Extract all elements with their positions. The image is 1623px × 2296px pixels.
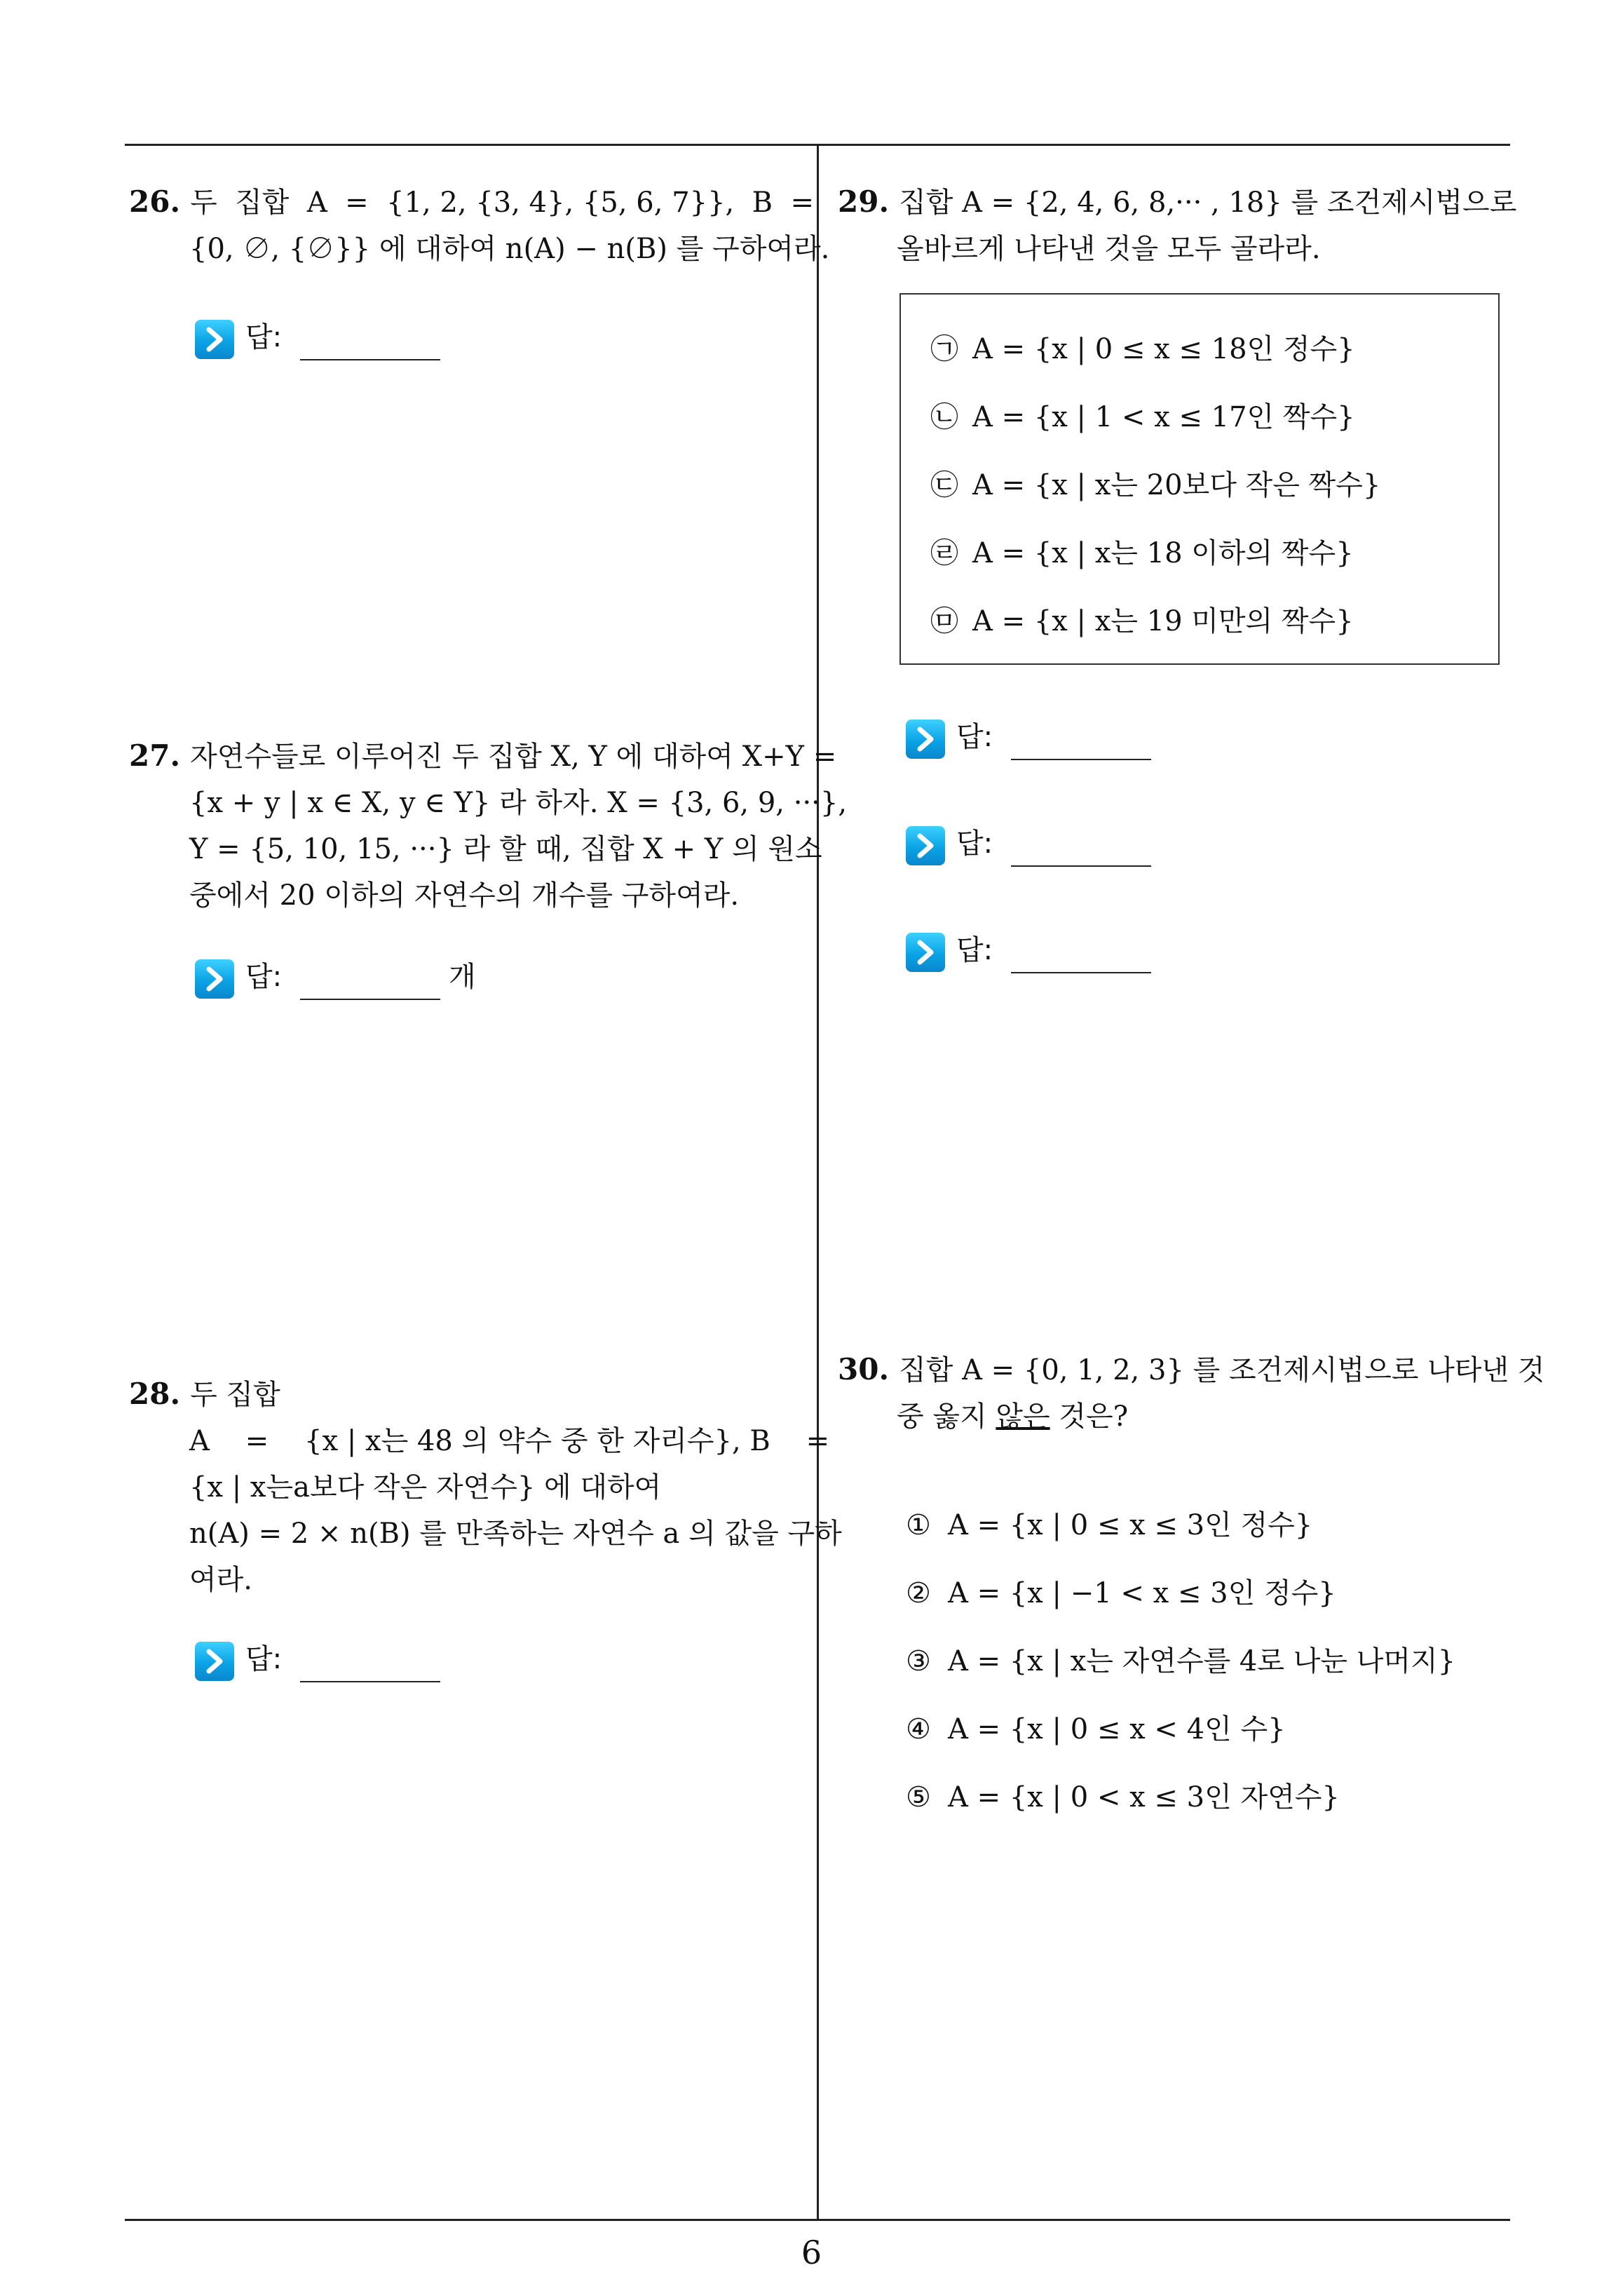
question-27	[129, 733, 847, 919]
option-marker: ㉣	[930, 537, 958, 569]
choice-marker: ①	[906, 1509, 931, 1541]
option-marker: ㉠	[930, 333, 958, 365]
page-number: 6	[801, 2234, 822, 2271]
option-row[interactable]	[930, 532, 1354, 574]
answer-field-26[interactable]	[195, 316, 517, 372]
option-marker: ㉢	[930, 469, 958, 501]
choice-4[interactable]	[906, 1708, 1286, 1750]
question-text-line: 중에서 20 이하의 자연수의 개수를 구하여라.	[189, 879, 740, 912]
option-text: A = {x | x는 19 미만의 짝수}	[972, 605, 1354, 637]
option-text: A = {x | x는 20보다 작은 짝수}	[972, 469, 1381, 501]
option-text: A = {x | 0 ≤ x ≤ 18인 정수}	[972, 333, 1355, 365]
question-text-line: {0, ∅, {∅}} 에 대하여 n(A) − n(B) 를 구하여라.	[189, 233, 830, 265]
question-text-line: A = {x | x는 48 의 약수 중 한 자리수}, B =	[189, 1425, 830, 1457]
question-number: 26.	[129, 184, 181, 219]
question-text-line: {x | x는a보다 작은 자연수} 에 대하여	[189, 1471, 662, 1504]
question-text-line: 집합 A = {0, 1, 2, 3} 를 조건제시법으로 나타낸 것	[899, 1354, 1545, 1386]
answer-field-28[interactable]	[195, 1637, 517, 1694]
choice-marker: ②	[906, 1577, 931, 1609]
question-26	[129, 179, 829, 272]
question-text-line: 두 집합	[190, 1379, 280, 1411]
option-marker: ㉡	[930, 401, 958, 433]
chevron-right-icon	[195, 1642, 234, 1681]
option-box-29	[899, 293, 1500, 665]
emphasis-underlined: 않은	[996, 1400, 1050, 1433]
choice-1[interactable]	[906, 1504, 1312, 1546]
answer-label: 답:	[245, 1643, 283, 1675]
answer-blank[interactable]	[300, 1681, 440, 1682]
option-marker: ㉤	[930, 605, 958, 637]
choice-text: A = {x | 0 ≤ x ≤ 3인 정수}	[948, 1509, 1313, 1541]
question-text-line: n(A) = 2 × n(B) 를 만족하는 자연수 a 의 값을 구하	[189, 1518, 842, 1550]
answer-label: 답:	[245, 321, 283, 353]
chevron-right-icon	[906, 720, 945, 759]
chevron-right-icon	[195, 959, 234, 999]
choice-text: A = {x | x는 자연수를 4로 나눈 나머지}	[948, 1645, 1456, 1677]
choice-5[interactable]	[906, 1776, 1340, 1818]
question-number: 29.	[838, 184, 890, 219]
answer-label: 답:	[956, 721, 993, 753]
question-text-line: {x + y | x ∈ X, y ∈ Y} 라 하자. X = {3, 6, 9, ···},	[189, 787, 848, 819]
question-29	[838, 179, 1516, 272]
question-30	[838, 1346, 1544, 1440]
question-text-line: 올바르게 나타낸 것을 모두 골라라.	[897, 233, 1321, 265]
choice-marker: ⑤	[906, 1781, 931, 1814]
answer-label: 답:	[956, 828, 993, 860]
option-text: A = {x | x는 18 이하의 짝수}	[972, 537, 1354, 569]
choice-marker: ④	[906, 1713, 931, 1745]
answer-blank[interactable]	[1011, 972, 1151, 973]
choice-3[interactable]	[906, 1640, 1455, 1682]
question-number: 28.	[129, 1377, 181, 1411]
option-row[interactable]	[930, 328, 1355, 370]
answer-blank[interactable]	[300, 359, 440, 360]
question-text-line: 두 집합 A = {1, 2, {3, 4}, {5, 6, 7}}, B =	[190, 187, 815, 219]
question-text-line: 여라.	[189, 1564, 252, 1596]
choice-2[interactable]	[906, 1572, 1336, 1614]
option-row[interactable]	[930, 600, 1354, 642]
question-28	[129, 1371, 842, 1603]
answer-blank[interactable]	[1011, 759, 1151, 760]
answer-blank[interactable]	[1011, 865, 1151, 867]
choice-marker: ③	[906, 1645, 931, 1677]
choice-text: A = {x | 0 < x ≤ 3인 자연수}	[948, 1781, 1340, 1814]
question-text-line: 자연수들로 이루어진 두 집합 X, Y 에 대하여 X+Y =	[190, 741, 837, 773]
chevron-right-icon	[195, 320, 234, 359]
option-row[interactable]	[930, 396, 1355, 438]
answer-field-29-2[interactable]	[906, 822, 1228, 878]
bottom-rule	[125, 2219, 1510, 2221]
question-number: 27.	[129, 738, 181, 773]
column-divider	[817, 144, 819, 2221]
answer-blank[interactable]	[300, 999, 440, 1000]
answer-unit: 개	[449, 961, 476, 993]
answer-label: 답:	[956, 934, 993, 966]
question-number: 30.	[838, 1352, 890, 1386]
chevron-right-icon	[906, 933, 945, 972]
answer-field-29-3[interactable]	[906, 928, 1228, 985]
answer-label: 답:	[245, 961, 283, 993]
choice-text: A = {x | −1 < x ≤ 3인 정수}	[948, 1577, 1336, 1609]
question-text-line: Y = {5, 10, 15, ···} 라 할 때, 집합 X + Y 의 원소	[189, 833, 822, 865]
question-text-line: 중 옳지 않은 것은?	[897, 1400, 1129, 1433]
option-text: A = {x | 1 < x ≤ 17인 짝수}	[972, 401, 1355, 433]
answer-field-27[interactable]	[195, 955, 517, 1011]
chevron-right-icon	[906, 826, 945, 865]
answer-field-29-1[interactable]	[906, 715, 1228, 771]
option-row[interactable]	[930, 464, 1380, 506]
question-text-line: 집합 A = {2, 4, 6, 8,··· , 18} 를 조건제시법으로	[899, 187, 1517, 219]
choice-text: A = {x | 0 ≤ x < 4인 수}	[948, 1713, 1286, 1745]
